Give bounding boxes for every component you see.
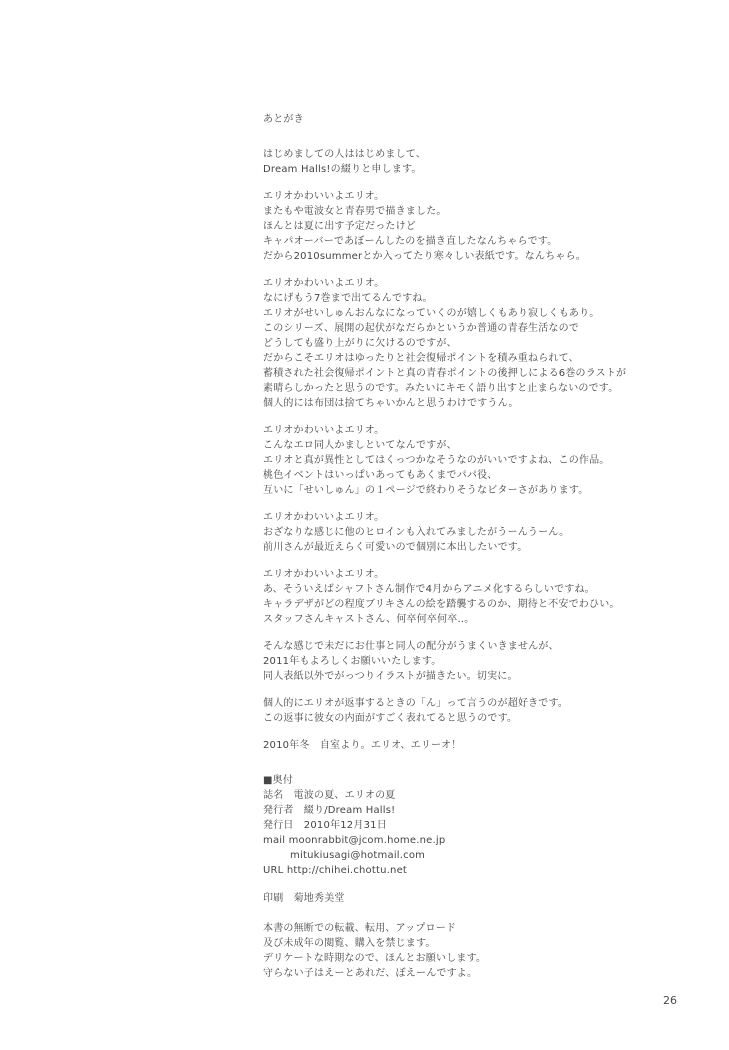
- block-para-anime: [263, 567, 683, 627]
- text-line: 個人的には布団は捨てちゃいかんと思うわけですうん。: [263, 398, 519, 409]
- text-line: 蓄積された社会復帰ポイントと真の青春ポイントの後押しによる6巻のラストが: [263, 368, 627, 379]
- text-line: 同人表紙以外でがっつりイラストが描きたい。切実に。: [263, 671, 518, 682]
- block-para-series: [263, 276, 683, 411]
- text-line: mitukiusagi@hotmail.com: [263, 850, 426, 861]
- text-line: おざなりな感じに他のヒロインも入れてみましたがうーんうーん。: [263, 527, 570, 538]
- page-number: 26: [663, 994, 677, 1007]
- text-line: Dream Halls!の綴りと申します。: [263, 164, 422, 175]
- text-line: このシリーズ、展開の起伏がなだらかというか普通の青春生活なので: [263, 323, 579, 334]
- text-line: 守らない子はえーとあれだ、ぼえーんですよ。: [263, 968, 478, 979]
- text-line: 互いに「せいしゅん」の１ページで終わりそうなビターさがあります。: [263, 485, 589, 496]
- text-line: エリオかわいいよエリオ。: [263, 191, 385, 202]
- text-line: なにげもう7巻まで出てるんですね。: [263, 293, 433, 304]
- text-line: この返事に彼女の内面がすごく表れてると思うのです。: [263, 713, 518, 724]
- afterword-content: [263, 112, 683, 981]
- block-intro: [263, 147, 683, 177]
- block-printer: [263, 891, 683, 906]
- text-line: ほんとは夏に出す予定だったけど: [263, 221, 416, 232]
- text-line: キャパオーバーであぼーんしたのを描き直したなんちゃらです。: [263, 236, 558, 247]
- text-line: 誌名 電波の夏、エリオの夏: [263, 790, 396, 801]
- text-line: あ、そういえばシャフトさん制作で4月からアニメ化するらしいですね。: [263, 584, 595, 595]
- text-line: どうしても盛り上がりに欠けるのですが、: [263, 338, 457, 349]
- block-closing: [263, 738, 683, 753]
- text-line: mail moonrabbit@jcom.home.ne.jp: [263, 835, 446, 846]
- text-line: エリオかわいいよエリオ。: [263, 512, 385, 523]
- text-line: 個人的にエリオが返事するときの「ん」って言うのが超好きです。: [263, 698, 569, 709]
- text-line: だから2010summerとか入ってたり寒々しい表紙です。なんちゃら。: [263, 251, 586, 262]
- block-notice: [263, 921, 683, 981]
- text-line: エリオがせいしゅんおんなになっていくのが嬉しくもあり寂しくもあり。: [263, 308, 600, 319]
- text-line: 及び未成年の閲覧、購入を禁じます。: [263, 938, 436, 949]
- text-line: またもや電波女と青春男で描きました。: [263, 206, 447, 217]
- block-para-2011: [263, 639, 683, 684]
- text-line: 2010年冬 自室より。エリオ、エリーオ！: [263, 740, 462, 751]
- text-line: キャラデザがどの程度ブリキさんの絵を踏襲するのか、期待と不安でわひい。: [263, 599, 620, 610]
- text-line: だからこそエリオはゆったりと社会復帰ポイントを積み重ねられて、: [263, 353, 579, 364]
- text-line: 印刷 菊地秀美堂: [263, 893, 345, 904]
- text-line: 発行日 2010年12月31日: [263, 820, 387, 831]
- text-line: ■奥付: [263, 775, 294, 786]
- block-para-reply: [263, 696, 683, 726]
- text-line: エリオと真が異性としてはくっつかなそうなのがいいですよね、この作品。: [263, 455, 610, 466]
- text-line: はじめましての人ははじめまして、: [263, 149, 426, 160]
- block-colophon: [263, 773, 683, 878]
- text-line: 素晴らしかったと思うのです。みたいにキモく語り出すと止まらないのです。: [263, 383, 619, 394]
- text-line: 桃色イベントはいっぱいあってもあくまでパパ役、: [263, 470, 498, 481]
- text-line: URL http://chihei.chottu.net: [263, 865, 408, 876]
- text-line: エリオかわいいよエリオ。: [263, 569, 385, 580]
- block-para-relationship: [263, 423, 683, 498]
- afterword-blocks: [263, 147, 683, 981]
- text-line: エリオかわいいよエリオ。: [263, 425, 385, 436]
- page-title: あとがき: [263, 114, 304, 125]
- text-line: スタッフさんキャストさん、何卒何卒何卒‥。: [263, 614, 475, 625]
- text-line: 前川さんが最近えらく可愛いので個別に本出したいです。: [263, 542, 528, 553]
- text-line: 2011年もよろしくお願いいたします。: [263, 656, 442, 667]
- text-line: そんな感じで未だにお仕事と同人の配分がうまくいきませんが、: [263, 641, 559, 652]
- text-line: 発行者 綴り/Dream Halls!: [263, 805, 396, 816]
- text-line: 本書の無断での転載、転用、アップロード: [263, 923, 457, 934]
- text-line: こんなエロ同人かましといてなんですが、: [263, 440, 457, 451]
- text-line: デリケートな時期なので、ほんとお願いします。: [263, 953, 487, 964]
- text-line: エリオかわいいよエリオ。: [263, 278, 385, 289]
- block-para-heroines: [263, 510, 683, 555]
- block-para-cover: [263, 189, 683, 264]
